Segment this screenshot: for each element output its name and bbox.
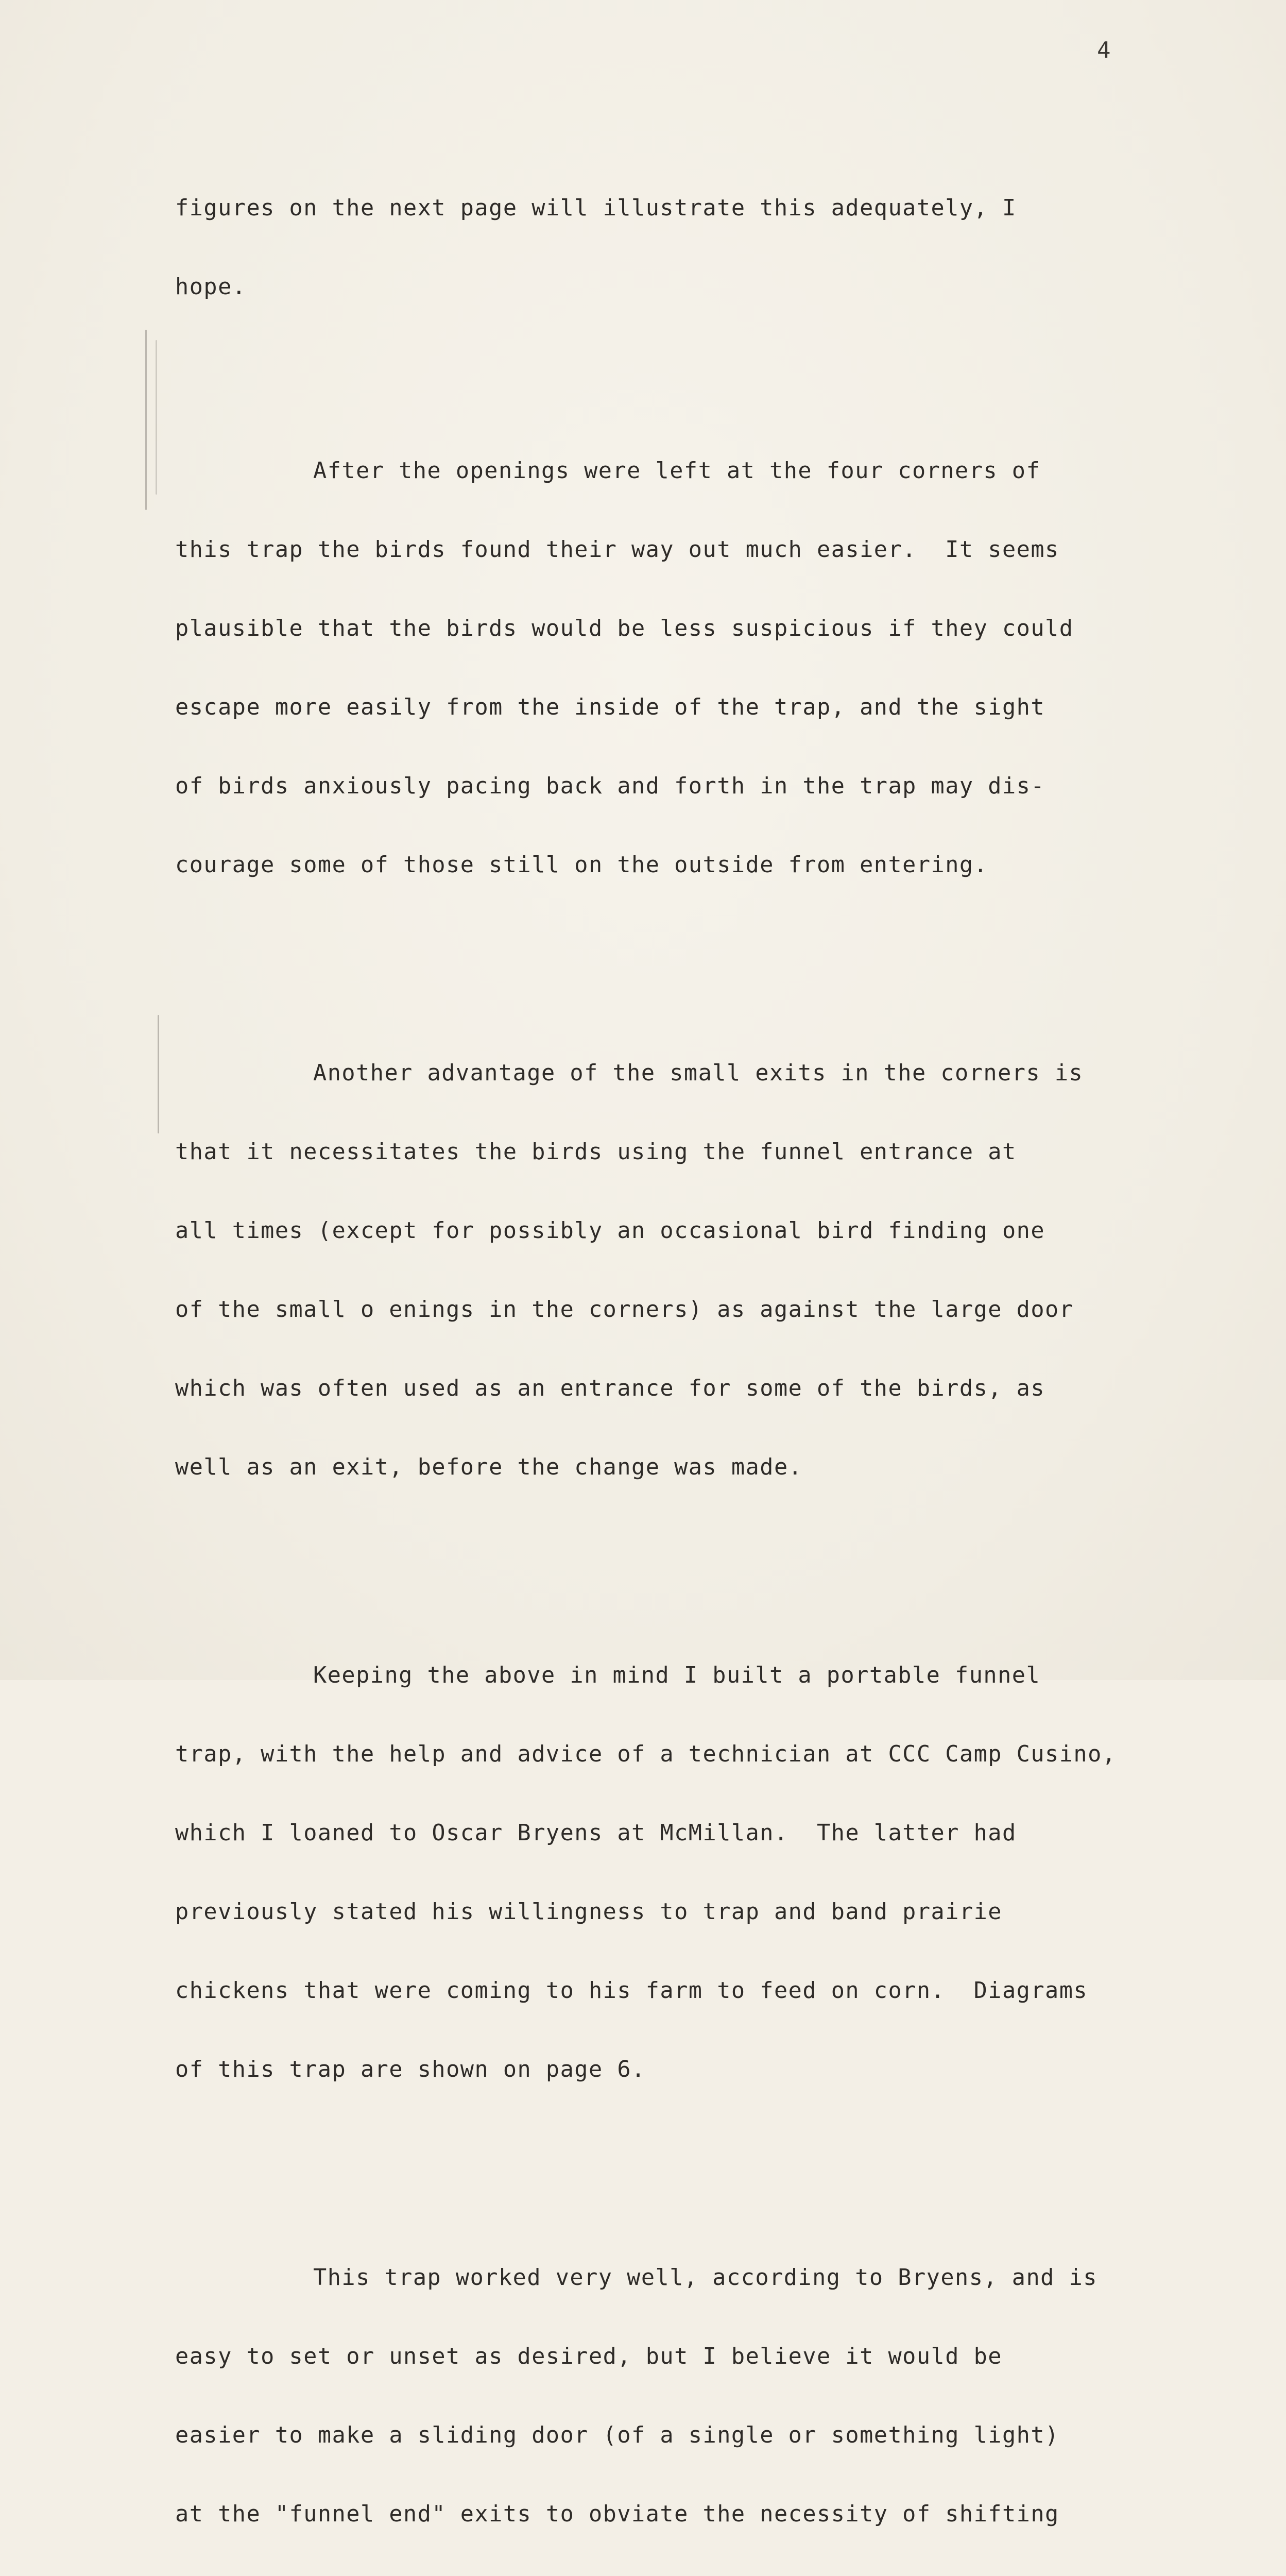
paragraph-line: easier to make a sliding door (of a single or something light) <box>175 2422 1059 2448</box>
paragraph-line: This trap worked very well, according to Bryens, and is <box>313 2265 1098 2291</box>
paragraph-line: well as an exit, before the change was made. <box>175 1454 803 1480</box>
paragraph-line: all times (except for possibly an occasional bird finding one <box>175 1218 1045 1244</box>
paragraph-line: hope. <box>175 274 247 300</box>
paragraph-line: plausible that the birds would be less suspicious if they could <box>175 616 1074 641</box>
paragraph-line: this trap the birds found their way out much easier. It seems <box>175 537 1059 563</box>
paragraph-5 <box>175 2212 1215 2576</box>
paragraph-line: courage some of those still on the outside from entering. <box>175 852 988 878</box>
paragraph-line: of this trap are shown on page 6. <box>175 2057 646 2082</box>
margin-mark-upper <box>145 330 147 510</box>
paragraph-line: of birds anxiously pacing back and forth in the trap may dis- <box>175 773 1045 799</box>
paragraph-line: easy to set or unset as desired, but I believe it would be <box>175 2344 1002 2369</box>
paragraph-line: that it necessitates the birds using the funnel entrance at <box>175 1139 1017 1165</box>
paragraph-4 <box>175 1610 1215 2136</box>
paragraph-line: of the small o enings in the corners) as against the large door <box>175 1297 1074 1323</box>
paragraph-line: After the openings were left at the four corners of <box>313 458 1041 484</box>
paragraph-2 <box>175 405 1215 931</box>
paragraph-line: previously stated his willingness to trap and band prairie <box>175 1899 1002 1925</box>
paragraph-line: which was often used as an entrance for some of the birds, as <box>175 1376 1045 1401</box>
margin-mark-upper-second <box>156 340 157 495</box>
paragraph-line: trap, with the help and advice of a technician at CCC Camp Cusino, <box>175 1741 1117 1767</box>
paragraph-3 <box>175 1008 1215 1533</box>
paragraph-line: chickens that were coming to his farm to feed on corn. Diagrams <box>175 1978 1088 2004</box>
paragraph-1 <box>175 143 1215 353</box>
paragraph-line: figures on the next page will illustrate this adequately, I <box>175 195 1017 221</box>
paragraph-line: escape more easily from the inside of the trap, and the sight <box>175 694 1045 720</box>
page-number: 4 <box>1097 37 1112 63</box>
margin-mark-lower <box>158 1015 159 1133</box>
paragraph-line: Keeping the above in mind I built a portable funnel <box>313 1663 1041 1688</box>
paragraph-line: at the "funnel end" exits to obviate the necessity of shifting <box>175 2501 1059 2527</box>
letter-body <box>175 90 1215 2576</box>
paragraph-line: which I loaned to Oscar Bryens at McMillan. The latter had <box>175 1820 1017 1846</box>
paragraph-line: Another advantage of the small exits in the corners is <box>313 1060 1084 1086</box>
